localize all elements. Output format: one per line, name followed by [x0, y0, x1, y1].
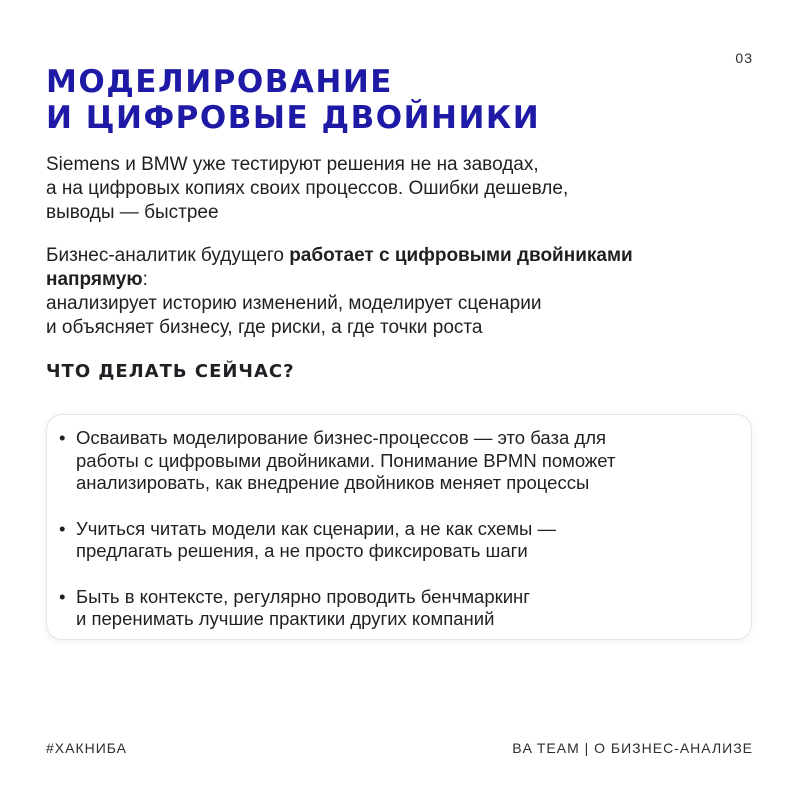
action-1-line-3: анализировать, как внедрение двойников меняет процессы	[76, 472, 590, 493]
page-title-line-2: И ЦИФРОВЫЕ ДВОЙНИКИ	[46, 100, 541, 136]
analyst-line-2	[46, 268, 633, 292]
intro-paragraph	[46, 153, 568, 225]
analyst-line-2-suffix: :	[142, 269, 148, 290]
intro-line-2: а на цифровых копиях своих процессов. Ошибки дешевле,	[46, 178, 569, 199]
page-title-line-1: МОДЕЛИРОВАНИЕ	[46, 64, 393, 100]
action-2-line-1: Учиться читать модели как сценарии, а не как схемы —	[76, 517, 556, 539]
analyst-line-2-bold: напрямую	[46, 269, 143, 290]
action-1-line-1: Осваивать моделирование бизнес-процессов — это база для	[76, 427, 607, 448]
action-list-item-3	[59, 586, 751, 631]
section-heading: ЧТО ДЕЛАТЬ СЕЙЧАС?	[46, 361, 295, 382]
analyst-line-1	[46, 244, 633, 268]
bullet-icon: •	[59, 427, 66, 448]
bullet-icon: •	[59, 517, 66, 539]
intro-line-3: выводы — быстрее	[46, 202, 219, 223]
analyst-line-3: анализирует историю изменений, моделирует сценарии	[46, 293, 542, 314]
page-number: 03	[735, 50, 753, 66]
action-list	[47, 415, 751, 631]
action-3-line-2: и перенимать лучшие практики других компаний	[76, 608, 495, 629]
action-3-line-1: Быть в контексте, регулярно проводить бенчмаркинг	[76, 585, 531, 607]
page-title	[46, 64, 540, 136]
action-list-item-1	[59, 427, 751, 495]
analyst-paragraph	[46, 244, 633, 340]
analyst-line-1-bold: работает с цифровыми двойниками	[289, 245, 633, 266]
action-card	[46, 414, 752, 640]
bullet-icon: •	[59, 585, 66, 607]
analyst-line-4: и объясняет бизнесу, где риски, а где точки роста	[46, 317, 483, 338]
brand-footer: BA TEAM | О БИЗНЕС-АНАЛИЗЕ	[512, 740, 753, 756]
action-1-line-2: работы с цифровыми двойниками. Понимание BPMN поможет	[76, 449, 616, 471]
action-list-item-2	[59, 518, 751, 563]
intro-line-1: Siemens и BMW уже тестируют решения не на заводах,	[46, 154, 539, 175]
analyst-line-1-prefix: Бизнес-аналитик будущего	[46, 245, 290, 266]
hashtag-footer: #ХАКНИБА	[46, 740, 128, 756]
action-2-line-2: предлагать решения, а не просто фиксировать шаги	[76, 540, 528, 561]
